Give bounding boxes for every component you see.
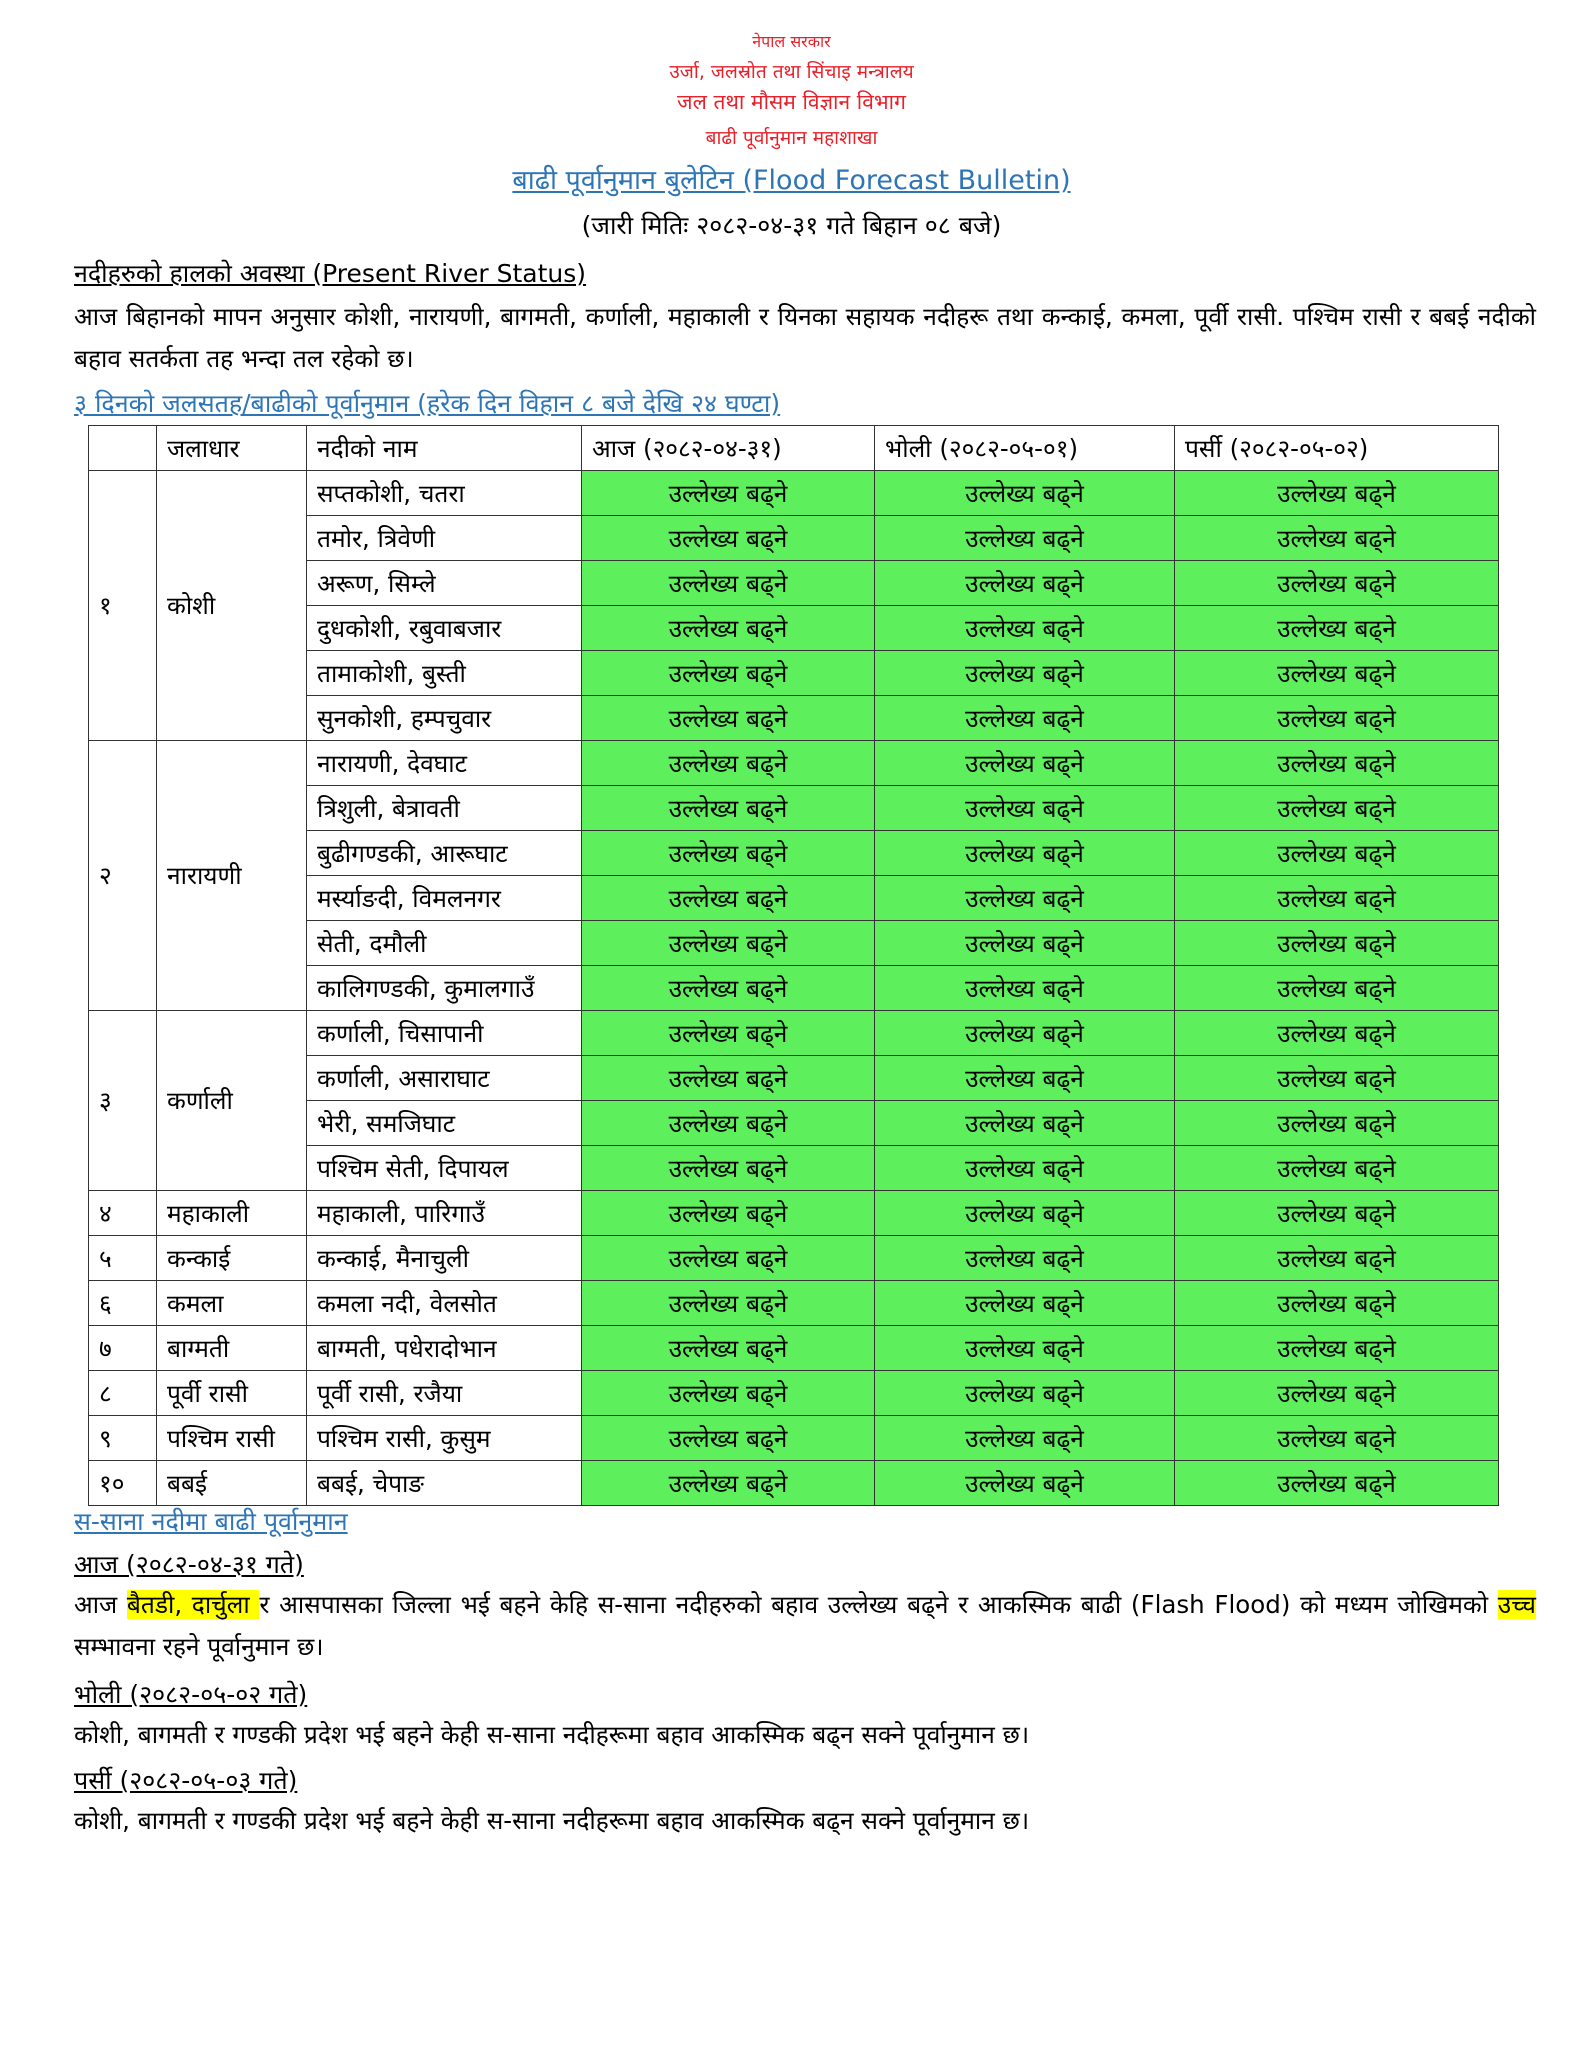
basin-number: १० <box>89 1461 157 1506</box>
forecast-today: उल्लेख्य बढ्ने <box>582 1326 875 1371</box>
basin-name: पश्चिम रासी <box>157 1416 307 1461</box>
forecast-today: उल्लेख्य बढ्ने <box>582 516 875 561</box>
forecast-tomorrow: उल्लेख्य बढ्ने <box>875 516 1175 561</box>
today-text-pre: आज <box>74 1590 127 1619</box>
forecast-today: उल्लेख्य बढ्ने <box>582 651 875 696</box>
header-government: नेपाल सरकार <box>752 32 831 51</box>
forecast-tomorrow: उल्लेख्य बढ्ने <box>875 1461 1175 1506</box>
header-division: बाढी पूर्वानुमान महाशाखा <box>705 127 878 149</box>
header-day-after: पर्सी (२०८२-०५-०२) <box>1175 426 1499 471</box>
table-row <box>89 1326 1499 1371</box>
river-station: पश्चिम सेती, दिपायल <box>307 1146 582 1191</box>
forecast-day-after: उल्लेख्य बढ्ने <box>1175 561 1499 606</box>
forecast-day-after: उल्लेख्य बढ्ने <box>1175 651 1499 696</box>
header-basin: जलाधार <box>157 426 307 471</box>
basin-name: बबई <box>157 1461 307 1506</box>
forecast-day-after: उल्लेख्य बढ्ने <box>1175 1281 1499 1326</box>
tomorrow-text: कोशी, बागमती र गण्डकी प्रदेश भई बहने केही स-साना नदीहरूमा बहाव आकस्मिक बढ्न सक्ने पूर्वानुमान छ। <box>74 1720 1030 1749</box>
river-station: नारायणी, देवघाट <box>307 741 582 786</box>
forecast-day-after: उल्लेख्य बढ्ने <box>1175 1461 1499 1506</box>
table-body <box>89 471 1499 1506</box>
forecast-day-after: उल्लेख्य बढ्ने <box>1175 786 1499 831</box>
day-after-heading: पर्सी (२०८२-०५-०३ गते) <box>74 1766 298 1795</box>
basin-number: २ <box>89 741 157 1011</box>
forecast-day-after: उल्लेख्य बढ्ने <box>1175 471 1499 516</box>
table-header-row <box>89 426 1499 471</box>
tomorrow-heading: भोली (२०८२-०५-०२ गते) <box>74 1680 308 1709</box>
forecast-today: उल्लेख्य बढ्ने <box>582 1101 875 1146</box>
forecast-tomorrow: उल्लेख्य बढ्ने <box>875 1236 1175 1281</box>
forecast-today: उल्लेख्य बढ्ने <box>582 831 875 876</box>
forecast-tomorrow: उल्लेख्य बढ्ने <box>875 1371 1175 1416</box>
table-row <box>89 741 1499 786</box>
small-rivers-heading: स-साना नदीमा बाढी पूर्वानुमान <box>74 1507 348 1536</box>
today-heading: आज (२०८२-०४-३१ गते) <box>74 1550 304 1579</box>
forecast-today: उल्लेख्य बढ्ने <box>582 696 875 741</box>
forecast-day-after: उल्लेख्य बढ्ने <box>1175 606 1499 651</box>
forecast-tomorrow: उल्लेख्य बढ्ने <box>875 741 1175 786</box>
forecast-today: उल्लेख्य बढ्ने <box>582 876 875 921</box>
river-station: भेरी, समजिघाट <box>307 1101 582 1146</box>
river-station: तमोर, त्रिवेणी <box>307 516 582 561</box>
forecast-tomorrow: उल्लेख्य बढ्ने <box>875 831 1175 876</box>
forecast-day-after: उल्लेख्य बढ्ने <box>1175 1056 1499 1101</box>
forecast-day-after: उल्लेख्य बढ्ने <box>1175 741 1499 786</box>
forecast-day-after: उल्लेख्य बढ्ने <box>1175 696 1499 741</box>
river-station: कर्णाली, चिसापानी <box>307 1011 582 1056</box>
river-station: पूर्वी रासी, रजैया <box>307 1371 582 1416</box>
river-station: कालिगण्डकी, कुमालगाउँ <box>307 966 582 1011</box>
forecast-today: उल्लेख्य बढ्ने <box>582 921 875 966</box>
river-station: सप्तकोशी, चतरा <box>307 471 582 516</box>
header-tomorrow: भोली (२०८२-०५-०१) <box>875 426 1175 471</box>
river-station: दुधकोशी, रबुवाबजार <box>307 606 582 651</box>
river-station: अरूण, सिम्ले <box>307 561 582 606</box>
table-row <box>89 1461 1499 1506</box>
forecast-today: उल्लेख्य बढ्ने <box>582 786 875 831</box>
river-station: बबई, चेपाङ <box>307 1461 582 1506</box>
forecast-tomorrow: उल्लेख्य बढ्ने <box>875 471 1175 516</box>
forecast-today: उल्लेख्य बढ्ने <box>582 741 875 786</box>
highlight-risk-level: उच्च <box>1497 1590 1536 1619</box>
table-row <box>89 1011 1499 1056</box>
bulletin-title: बाढी पूर्वानुमान बुलेटिन (Flood Forecast Bulletin) <box>512 165 1071 196</box>
header-river: नदीको नाम <box>307 426 582 471</box>
forecast-day-after: उल्लेख्य बढ्ने <box>1175 1146 1499 1191</box>
river-station: तामाकोशी, बुस्ती <box>307 651 582 696</box>
header-sn <box>89 426 157 471</box>
header-department: जल तथा मौसम विज्ञान विभाग <box>677 90 906 114</box>
forecast-day-after: उल्लेख्य बढ्ने <box>1175 1101 1499 1146</box>
basin-name: कोशी <box>157 471 307 741</box>
highlight-districts: बैतडी, दार्चुला <box>126 1590 260 1619</box>
forecast-tomorrow: उल्लेख्य बढ्ने <box>875 651 1175 696</box>
forecast-tomorrow: उल्लेख्य बढ्ने <box>875 696 1175 741</box>
river-station: सेती, दमौली <box>307 921 582 966</box>
forecast-day-after: उल्लेख्य बढ्ने <box>1175 1236 1499 1281</box>
forecast-today: उल्लेख्य बढ्ने <box>582 606 875 651</box>
basin-number: ६ <box>89 1281 157 1326</box>
forecast-tomorrow: उल्लेख्य बढ्ने <box>875 876 1175 921</box>
forecast-tomorrow: उल्लेख्य बढ्ने <box>875 606 1175 651</box>
forecast-day-after: उल्लेख्य बढ्ने <box>1175 1011 1499 1056</box>
basin-number: ७ <box>89 1326 157 1371</box>
forecast-day-after: उल्लेख्य बढ्ने <box>1175 1326 1499 1371</box>
forecast-day-after: उल्लेख्य बढ्ने <box>1175 966 1499 1011</box>
forecast-day-after: उल्लेख्य बढ्ने <box>1175 1416 1499 1461</box>
forecast-tomorrow: उल्लेख्य बढ्ने <box>875 1416 1175 1461</box>
issue-date: (जारी मितिः २०८२-०४-३१ गते बिहान ०८ बजे) <box>581 211 1002 240</box>
basin-name: महाकाली <box>157 1191 307 1236</box>
forecast-table <box>88 425 1499 1506</box>
forecast-tomorrow: उल्लेख्य बढ्ने <box>875 1281 1175 1326</box>
basin-number: ४ <box>89 1191 157 1236</box>
forecast-today: उल्लेख्य बढ्ने <box>582 1416 875 1461</box>
basin-number: ५ <box>89 1236 157 1281</box>
table-row <box>89 1416 1499 1461</box>
river-station: पश्चिम रासी, कुसुम <box>307 1416 582 1461</box>
basin-number: ९ <box>89 1416 157 1461</box>
table-row <box>89 1236 1499 1281</box>
table-row <box>89 1281 1499 1326</box>
forecast-tomorrow: उल्लेख्य बढ्ने <box>875 1056 1175 1101</box>
river-station: कर्णाली, असाराघाट <box>307 1056 582 1101</box>
forecast-tomorrow: उल्लेख्य बढ्ने <box>875 1146 1175 1191</box>
header-ministry: उर्जा, जलस्रोत तथा सिंचाइ मन्त्रालय <box>669 61 914 83</box>
forecast-day-after: उल्लेख्य बढ्ने <box>1175 876 1499 921</box>
basin-number: १ <box>89 471 157 741</box>
forecast-today: उल्लेख्य बढ्ने <box>582 1236 875 1281</box>
forecast-day-after: उल्लेख्य बढ्ने <box>1175 1371 1499 1416</box>
basin-name: बाग्मती <box>157 1326 307 1371</box>
forecast-tomorrow: उल्लेख्य बढ्ने <box>875 561 1175 606</box>
river-station: सुनकोशी, हम्पचुवार <box>307 696 582 741</box>
basin-name: कमला <box>157 1281 307 1326</box>
present-status-text: आज बिहानको मापन अनुसार कोशी, नारायणी, बागमती, कर्णाली, महाकाली र यिनका सहायक नदीहरू तथा कन्काई, कमला, पूर्वी रासी. पश्चिम रासी र बबई नदीको बहाव सतर्कता तह भन्दा तल रहेको छ। <box>74 302 1536 373</box>
river-station: महाकाली, पारिगाउँ <box>307 1191 582 1236</box>
forecast-today: उल्लेख्य बढ्ने <box>582 1371 875 1416</box>
forecast-tomorrow: उल्लेख्य बढ्ने <box>875 1326 1175 1371</box>
header-today: आज (२०८२-०४-३१) <box>582 426 875 471</box>
basin-name: नारायणी <box>157 741 307 1011</box>
forecast-tomorrow: उल्लेख्य बढ्ने <box>875 786 1175 831</box>
basin-name: कन्काई <box>157 1236 307 1281</box>
river-station: त्रिशुली, बेत्रावती <box>307 786 582 831</box>
river-station: बाग्मती, पधेरादोभान <box>307 1326 582 1371</box>
river-station: कमला नदी, वेलसोत <box>307 1281 582 1326</box>
today-text-post: सम्भावना रहने पूर्वानुमान छ। <box>74 1632 324 1661</box>
forecast-today: उल्लेख्य बढ्ने <box>582 1011 875 1056</box>
basin-number: ८ <box>89 1371 157 1416</box>
forecast-day-after: उल्लेख्य बढ्ने <box>1175 921 1499 966</box>
forecast-tomorrow: उल्लेख्य बढ्ने <box>875 921 1175 966</box>
today-text-mid: र आसपासका जिल्ला भई बहने केहि स-साना नदीहरुको बहाव उल्लेख्य बढ्ने र आकस्मिक बाढी (Flash Flood) को मध्यम जोखिमको <box>259 1590 1498 1619</box>
forecast-today: उल्लेख्य बढ्ने <box>582 1146 875 1191</box>
table-row <box>89 1371 1499 1416</box>
river-station: बुढीगण्डकी, आरूघाट <box>307 831 582 876</box>
forecast-day-after: उल्लेख्य बढ्ने <box>1175 831 1499 876</box>
basin-number: ३ <box>89 1011 157 1191</box>
today-text <box>74 1584 1536 1668</box>
forecast-today: उल्लेख्य बढ्ने <box>582 1056 875 1101</box>
forecast-tomorrow: उल्लेख्य बढ्ने <box>875 1011 1175 1056</box>
basin-name: पूर्वी रासी <box>157 1371 307 1416</box>
forecast-heading: ३ दिनको जलसतह/बाढीको पूर्वानुमान (हरेक दिन विहान ८ बजे देखि २४ घण्टा) <box>74 389 781 418</box>
river-station: मर्स्याङदी, विमलनगर <box>307 876 582 921</box>
forecast-today: उल्लेख्य बढ्ने <box>582 1461 875 1506</box>
forecast-tomorrow: उल्लेख्य बढ्ने <box>875 1191 1175 1236</box>
forecast-day-after: उल्लेख्य बढ्ने <box>1175 516 1499 561</box>
table-row <box>89 471 1499 516</box>
day-after-text: कोशी, बागमती र गण्डकी प्रदेश भई बहने केही स-साना नदीहरूमा बहाव आकस्मिक बढ्न सक्ने पूर्वानुमान छ। <box>74 1806 1030 1835</box>
present-status-heading: नदीहरुको हालको अवस्था (Present River Status) <box>74 259 587 288</box>
forecast-today: उल्लेख्य बढ्ने <box>582 1281 875 1326</box>
basin-name: कर्णाली <box>157 1011 307 1191</box>
river-station: कन्काई, मैनाचुली <box>307 1236 582 1281</box>
table-row <box>89 1191 1499 1236</box>
forecast-day-after: उल्लेख्य बढ्ने <box>1175 1191 1499 1236</box>
forecast-today: उल्लेख्य बढ्ने <box>582 471 875 516</box>
forecast-tomorrow: उल्लेख्य बढ्ने <box>875 966 1175 1011</box>
forecast-tomorrow: उल्लेख्य बढ्ने <box>875 1101 1175 1146</box>
forecast-today: उल्लेख्य बढ्ने <box>582 561 875 606</box>
forecast-today: उल्लेख्य बढ्ने <box>582 1191 875 1236</box>
forecast-today: उल्लेख्य बढ्ने <box>582 966 875 1011</box>
